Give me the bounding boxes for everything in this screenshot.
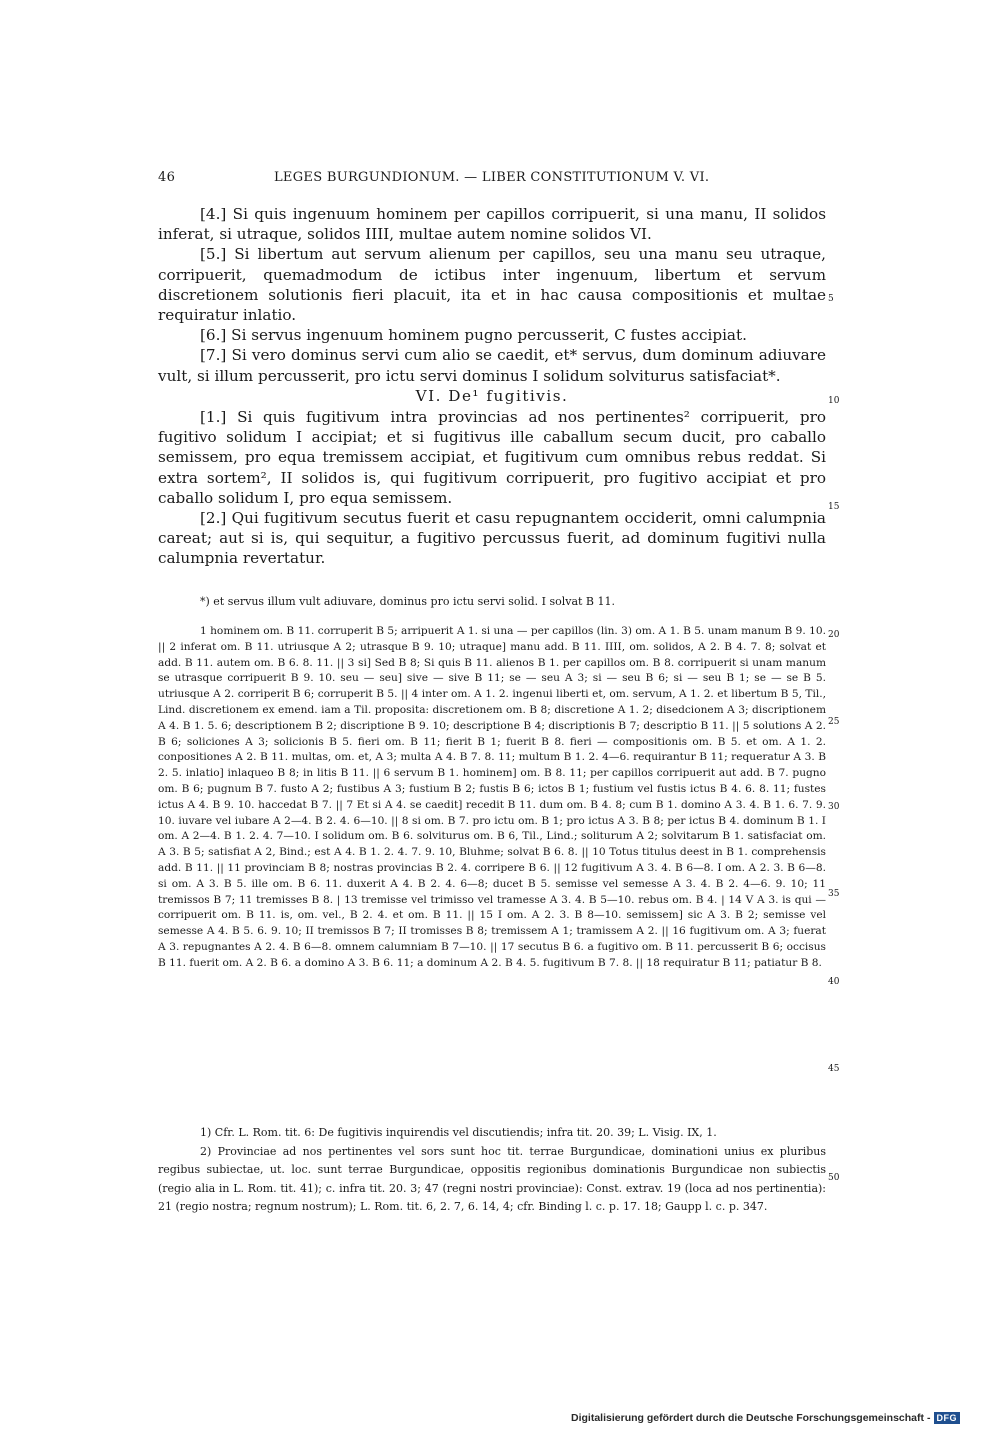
footer-separator: -	[927, 1412, 931, 1424]
line-number: 40	[828, 977, 840, 987]
paragraph-4: [4.] Si quis ingenuum hominem per capillos corripuerit, si una manu, II solidos inferat, si utraque, solidos IIII, multae autem nomine solidos VI.	[158, 205, 826, 244]
footnote-star: *) et servus illum vult adiuvare, dominus pro ictu servi solid. I solvat B 11.	[200, 595, 615, 608]
main-text	[158, 204, 826, 569]
footnotes	[158, 1124, 826, 1217]
line-number: 50	[828, 1173, 840, 1183]
page-header	[158, 170, 826, 192]
line-number: 10	[828, 396, 840, 406]
paragraph-vi-1: [1.] Si quis fugitivum intra provincias ad nos pertinentes² corripuerit, pro fugitivo solidum I accipiat; et si fugitivus ille caballum secum ducit, pro caballo semissem, pro equa tremissem accipiat, et fugitivum cum omnibus rebus reddat. Si extra sortem², II solidos is, qui fugitivum corripuerit, pro fugitivo accipiat et pro caballo solidum I, pro equa semissem.	[158, 408, 826, 507]
line-number: 20	[828, 630, 840, 640]
critical-apparatus	[158, 624, 826, 972]
footer-credit-text: Digitalisierung gefördert durch die Deutsche Forschungsgemeinschaft	[571, 1412, 924, 1424]
paragraph-5: [5.] Si libertum aut servum alienum per capillos, seu una manu seu utraque, corripuerit, quemadmodum de ictibus inter ingenuum, libertum et servum discretionem solutionis fieri placuit, ita et in hac causa compositionis et multae requiratur inlatio.	[158, 245, 826, 325]
paragraph-vi-2: [2.] Qui fugitivum secutus fuerit et casu repugnantem occiderit, omni calumpnia careat; aut si is, qui sequitur, a fugitivo percussus fuerit, ad dominum fugitivi nulla calumpnia revertatur.	[158, 509, 826, 568]
line-number: 15	[828, 502, 840, 512]
paragraph-7: [7.] Si vero dominus servi cum alio se caedit, et* servus, dum dominum adiuvare vult, si illum percusserit, pro ictu servi dominus I solidum solviturus satisfaciat*.	[158, 346, 826, 385]
running-title: LEGES BURGUNDIONUM. — LIBER CONSTITUTIONUM V. VI.	[274, 170, 710, 185]
line-number: 35	[828, 889, 840, 899]
line-number: 45	[828, 1064, 840, 1074]
note-2: 2) Provinciae ad nos pertinentes vel sors sunt hoc tit. terrae Burgundicae, dominationi unius ex pluribus regibus subiectae, ut. loc. sunt terrae Burgundicae, oppositis regionibus dominationis Burgundicae non subiectis (regio alia in L. Rom. tit. 41); c. infra tit. 20. 3; 47 (regni nostri provinciae): Const. extrav. 19 (loca ad nos pertinentia): 21 (regio nostra; regnum nostrum); L. Rom. tit. 6, 2. 7, 6. 14, 4; cfr. Binding l. c. p. 17. 18; Gaupp l. c. p. 347.	[158, 1144, 826, 1214]
paragraph-6: [6.] Si servus ingenuum hominem pugno percusserit, C fustes accipiat.	[200, 326, 747, 345]
line-number: 5	[828, 294, 834, 304]
section-title: VI. De¹ fugitivis.	[415, 386, 569, 405]
footer-credit	[571, 1410, 960, 1426]
dfg-logo-icon: DFG	[934, 1412, 961, 1424]
page-number: 46	[158, 170, 176, 185]
apparatus-text: 1 hominem om. B 11. corruperit B 5; arripuerit A 1. si una — per capillos (lin. 3) om. A 1. B 5. unam manum B 9. 10. || 2 inferat om. B 11. utriusque A 2; utrasque B 9. 10; utraque] manu add. B 11. IIII, om. solidos, A 2. B 4. 7. 8; solvat et add. B 11. autem om. B 6. 8. 11. || 3 si] Sed B 8; Si quis B 11. alienos B 1. per capillos om. B 8. corripuerit si unam manum se utrasque corripuerit B 9. 10. seu — seu] sive — sive B 11; se — seu A 3; si — seu B 6; si — seu B 1; se — se B 5. utriusque A 2. corriperit B 6; corruperit B 5. || 4 inter om. A 1. 2. ingenui liberti et, om. servum, A 1. 2. et libertum B 5, Til., Lind. discretionem ex emend. iam a Til. proposita: discretionem om. B 8; discretione A 1. 2; disedcionem A 3; discriptionem A 4. B 1. 5. 6; descriptionem B 2; discriptione B 9. 10; descriptione B 4; discriptionis B 7; descriptio B 11. || 5 solutions A 2. B 6; soliciones A 3; solicionis B 5. fieri om. B 11; fierit B 1; fuerit B 8. fieri — compositionis om. B 5. et om. A 1. 2. conpositiones A 2. B 11. multas, om. et, A 3; multa A 4. B 7. 8. 11; multum B 1. 2. 4—6. requirantur B 11; requeratur A 3. B 2. 5. inlatio] inlaqueo B 8; in litis B 11. || 6 servum B 1. hominem] om. B 8. 11; per capillos corripuerit aut add. B 7. pugno om. B 6; pugnum B 7. fusto A 2; fustibus A 3; fustium B 2; fustis B 6; ictos B 1; fustium vel fustis ictus B 4. 6. 8. 11; fustes ictus A 4. B 9. 10. haccedat B 7. || 7 Et si A 4. se caedit] recedit B 11. dum om. B 4. 8; cum B 1. domino A 3. 4. B 1. 6. 7. 9. 10. iuvare vel iubare A 2—4. B 2. 4. 6—10. || 8 si om. B 7. pro ictu om. B 1; pro ictus A 3. B 8; per ictus B 4. dominum B 1. I om. A 2—4. B 1. 2. 4. 7—10. I solidum om. B 6. solviturus om. B 6, Til., Lind.; soliturum A 2; solvitarum B 1. satisfaciat om. A 3. B 5; satisfiat A 2, Bind.; est A 4. B 1. 2. 4. 7. 9. 10, Bluhme; solvat B 6. 8. || 10 Totus titulus deest in B 1. comprehensis add. B 11. || 11 provinciam B 8; nostras provincias B 2. 4. corripere B 6. || 12 fugitivum A 3. 4. B 6—8. I om. A 2. 3. B 6—8. si om. A 3. B 5. ille om. B 6. 11. duxerit A 4. B 2. 4. 6—8; ducet B 5. semisse vel semesse A 3. 4. B 2. 4—6. 9. 10; 11 tremissos B 7; 11 tremisses B 8. | 13 tremisse vel trimisso vel tramesse A 3. 4. B 5—10. rebus om. B 4. | 14 V A 3. is qui — corripuerit om. B 11. is, om. vel., B 2. 4. et om. B 11. || 15 I om. A 2. 3. B 8—10. semissem] sic A 3. B 2; semisse vel semesse A 4. B 5. 6. 9. 10; II tremissos B 7; II tromisses B 8; tremissem A 1; tramissem A 2. || 16 fugitivum om. A 3; fuerat A 3. repugnantes A 2. 4. B 6—8. omnem calumniam B 7—10. || 17 secutus B 6. a fugitivo om. B 11. percusserit B 6; occisus B 11. fuerit om. A 2. B 6. a domino A 3. B 6. 11; a dominum A 2. B 4. 5. fugitivum B 7. 8. || 18 requiratur B 11; patiatur B 8.	[158, 625, 826, 969]
line-number: 30	[828, 802, 840, 812]
line-number: 25	[828, 717, 840, 727]
note-1: 1) Cfr. L. Rom. tit. 6: De fugitivis inquirendis vel discutiendis; infra tit. 20. 39; L. Visig. IX, 1.	[200, 1126, 717, 1139]
